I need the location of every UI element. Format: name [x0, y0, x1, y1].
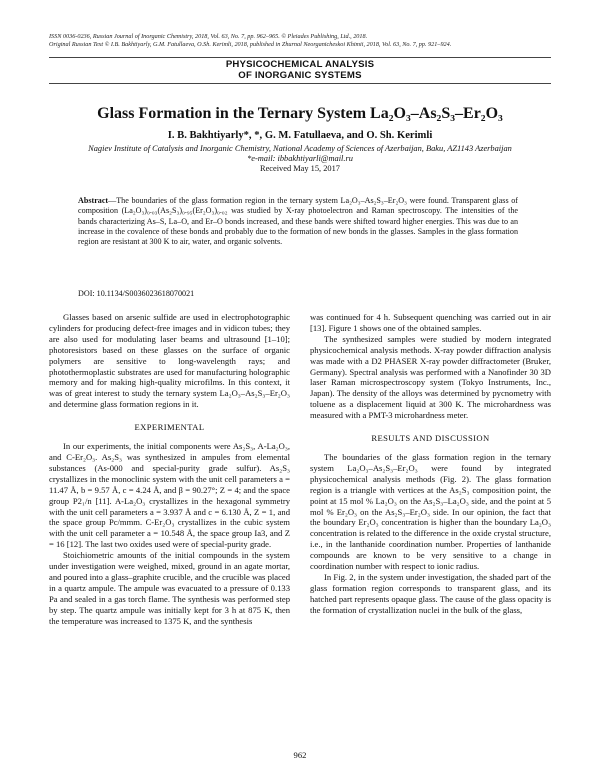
results-paragraph-1: The boundaries of the glass formation region in the ternary system La₂O₃–As₂S₃–Er₂O₃ were found by integrated physicochemical analysis methods (Fig. 2). The glass formation region is a triangle with vertices at the As₂S₃ composition point, the point at 15 mol % La₂O₃ on the As₂S₃–La₂O₃ side, and the point at 5 mol % Er₂O₃ on the As₂S₃–Er₂O₃ side. In our opinion, the fact that the boundary Er₂O₃ concentration is higher than the boundary La₂O₃ concentration is related to the difference in the oxide crystal structure, i.e., in the lanthanide coordination number. Properties of lanthanide compounds are known to be very sensitive to a change in coordination number with respect to ionic radius. [310, 451, 551, 572]
journal-header-line-2: Original Russian Text © I.B. Bakhtiyarly, G.M. Fatullaeva, O.Sh. Kerimli, 2018, published in Zhurnal Neorganicheskoi Khimii, 2018, Vol. 63, No. 7, pp. 921–924. [49, 41, 452, 48]
section-rule-bottom [49, 83, 551, 84]
experimental-paragraph-4: The synthesized samples were studied by modern integrated physicochemical analysis methods. X-ray powder diffraction analysis was made with a D2 PHASER X-ray powder diffractometer (Bruker, Germany). Spectral analysis was performed with a Nanofinder 30 3D laser Raman microspectroscopy system (Tokyo Instruments, Inc., Japan). The density of the alloys was determined by pycnometry with toluene as a displacement liquid at 300 K. The microhardness was measured with a PMT-3 microhardness meter. [310, 333, 551, 421]
results-paragraph-2: In Fig. 2, in the system under investigation, the shaded part of the glass formation region corresponds to transparent glass, and its hatched part represents opaque glass. The cause of the glass opacity is the formation of crystallization nuclei in the bulk of the glass, [310, 571, 551, 615]
experimental-paragraph-3: was continued for 4 h. Subsequent quenching was carried out in air [13]. Figure 1 shows one of the obtained samples. [310, 312, 551, 333]
experimental-heading: EXPERIMENTAL [134, 422, 205, 433]
section-rule-top [49, 57, 551, 58]
results-heading: RESULTS AND DISCUSSION [371, 433, 490, 444]
doi-link[interactable]: DOI: 10.1134/S0036023618070021 [78, 289, 195, 298]
section-title-line-2: OF INORGANIC SYSTEMS [238, 70, 362, 81]
journal-header-line-1: ISSN 0036-0236, Russian Journal of Inorganic Chemistry, 2018, Vol. 63, No. 7, pp. 962–965. © Pleiades Publishing, Ltd., 2018. [49, 33, 368, 40]
page-number: 962 [293, 750, 307, 760]
abstract-label: Abstract [78, 196, 109, 205]
affiliation-block [0, 144, 600, 174]
abstract-text: —The boundaries of the glass formation region in the ternary system La₂O₃–As₂S₃–Er₂O₃ were found. Transparent glass of composition (La₂O₃)₀.₀₃(As₂S₃)₀.₉₅(Er₂O₃)₀.₀₂ was studied by X-ray photoelectron and Raman spectroscopy. The intensities of the bands characterizing As–S, La–O, and Er–O bonds increased, and these bands were shifted toward higher energies. This was due to an increase in the covalence of these bonds and probably due to the formation of new bonds in the glasses. Samples in the glass formation region are resistant at 300 K to air, water, and organic solvents. [78, 196, 518, 247]
abstract [78, 196, 518, 247]
article-title: Glass Formation in the Ternary System La₂O₃–As₂S₃–Er₂O₃ [97, 105, 503, 122]
section-title-line-1: PHYSICOCHEMICAL ANALYSIS [225, 59, 375, 70]
affiliation: Nagiev Institute of Catalysis and Inorganic Chemistry, National Academy of Sciences of Azerbaijan, Baku, AZ1143 Azerbaijan [88, 144, 512, 153]
intro-paragraph: Glasses based on arsenic sulfide are used in electrophotographic cylinders for producing defect-free images and in vidicon tubes; they are also used for modulating laser beams and ultrasound [1–10]; photoresistors based on these glasses on the surface of organic polymers are sensitive to long-wavelength rays; and photothermoplastic substrates are used for manufacturing holographic memory and for making high-quality microfilms. In this context, it was of great interest to study the ternary system La₂O₃–As₂S₃–Er₂O₃ and determine glass formation regions in it. [49, 312, 290, 410]
left-column [49, 312, 290, 626]
experimental-paragraph-1: In our experiments, the initial components were As₂S₃, A-La₂O₃, and C-Er₂O₃. As₂S₃ was synthesized in ampules from elemental substances (As-000 and special-purity grade sulfur). As₂S₃ crystallizes in the monoclinic system with the unit cell parameters a = 11.47 Å, b = 9.57 Å, c = 4.24 Å, and β = 90.27°; Z = 4; and the space group P2₁/n [11]. A-La₂O₃ crystallizes in the hexagonal symmetry with the unit cell parameters a = 3.937 Å and c = 6.130 Å, Z = 1, and the space group Pc/mmm. C-Er₂O₃ crystallizes in the cubic system with the unit cell parameter a = 10.548 Å, the space group Ia3, and Z = 16 [12]. The last two oxides used were of special-purity grade. [49, 441, 290, 550]
experimental-paragraph-2: Stoichiometric amounts of the initial compounds in the system under investigation were weighed, mixed, ground in an agate mortar, and poured into a glass–graphite crucible, and the crucible was placed in a quartz ampule. The ampule was evacuated to a pressure of 0.133 Pa and sealed in a gas torch flame. The synthesis was performed step by step. The quartz ampule was initially kept for 3 h at 875 K, then the temperature was increased to 1375 K, and the synthesis [49, 550, 290, 626]
article-authors: I. B. Bakhtiyarly*, *, G. M. Fatullaeva, and O. Sh. Kerimli [167, 130, 433, 141]
received-date: Received May 15, 2017 [259, 164, 340, 173]
right-column [310, 312, 551, 616]
author-email: *e-mail: ibbakhtiyarli@mail.ru [247, 154, 353, 163]
